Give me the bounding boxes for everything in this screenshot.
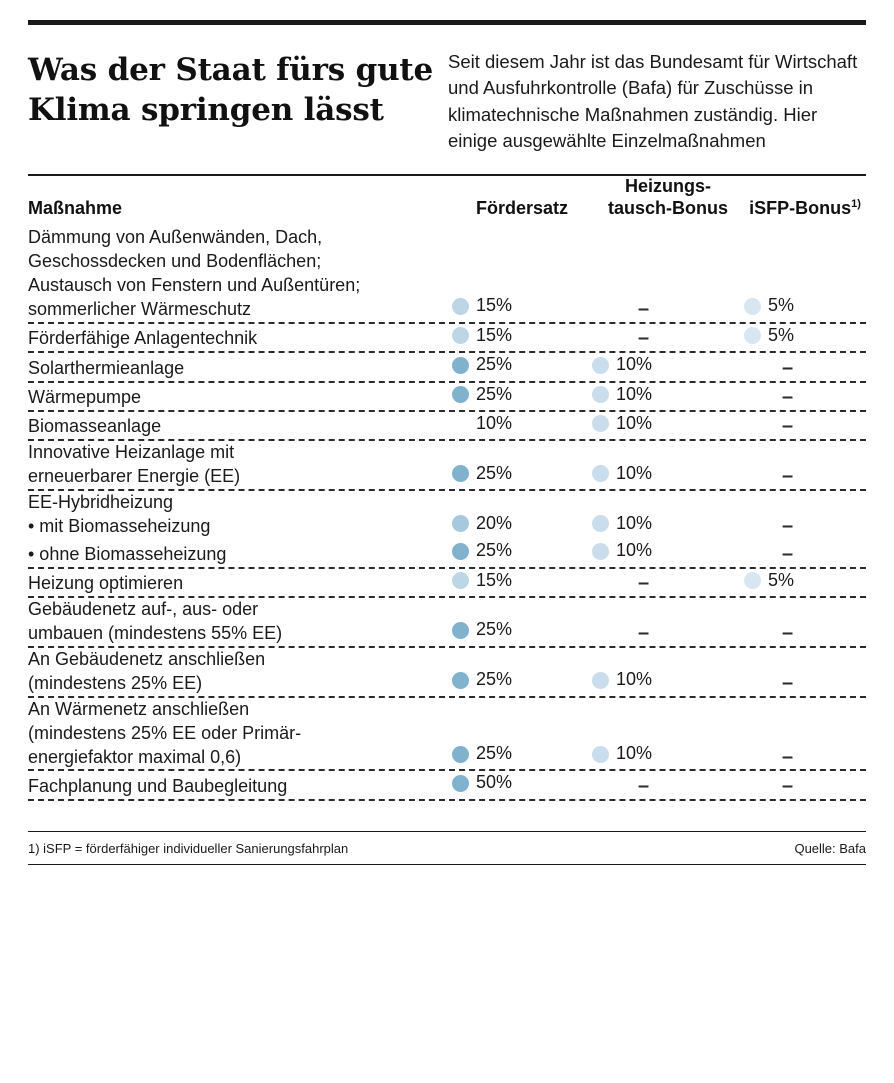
value-group (592, 412, 652, 436)
measure-line: energiefaktor maximal 0,6) (28, 746, 242, 767)
value-text: 25% (476, 540, 513, 561)
cell-rate (452, 491, 592, 539)
cell-isfp (744, 441, 866, 489)
measure-line: Gebäudenetz auf-, aus- oder (28, 598, 259, 619)
cell-measure (28, 698, 452, 770)
table-row (28, 353, 866, 380)
measure-line: Geschossdecken und Bodenflächen; (28, 250, 322, 271)
value-group (452, 771, 512, 795)
value-group (592, 383, 652, 407)
value-dot-icon (592, 465, 609, 482)
value-dot-icon (592, 357, 609, 374)
table-header (28, 176, 866, 226)
measure-line: Fachplanung und Baubegleitung (28, 775, 288, 796)
column-header-heating-bonus (592, 176, 744, 226)
table-row (28, 383, 866, 410)
value-group (592, 462, 652, 486)
cell-heat (592, 383, 744, 410)
value-dot-icon (452, 386, 469, 403)
cell-measure (28, 648, 452, 696)
value-group (592, 512, 652, 536)
value-text: 10% (616, 512, 653, 533)
table-row (28, 598, 866, 646)
column-header-isfp-bonus-label: iSFP-Bonus (749, 198, 852, 219)
cell-isfp (744, 771, 866, 798)
cell-isfp (744, 491, 866, 539)
value-dot-icon (452, 327, 469, 344)
standfirst-text: Seit diesem Jahr ist das Bundesamt für Wirtschaft und Ausfuhrkontrolle (Bafa) für Zuschüsse in klimatechnische Maßnahmen zuständig. Hier einige ausgewählte Einzelmaßnahmen (448, 51, 858, 151)
value-dot-icon (452, 622, 469, 639)
value-text: 50% (476, 772, 513, 793)
column-header-measure: Maßnahme (28, 198, 123, 219)
cell-rate (452, 353, 592, 380)
value-text: 20% (476, 512, 513, 533)
value-text: 10% (616, 412, 653, 433)
measure-line: Förderfähige Anlagentechnik (28, 328, 258, 349)
measure-line: Solarthermieanlage (28, 357, 185, 378)
table-header-row (28, 176, 866, 226)
footer-bottom-rule (28, 864, 866, 865)
funding-table (28, 176, 866, 801)
measure-line: Austausch von Fenstern und Außentüren; (28, 274, 361, 295)
cell-rate (452, 412, 592, 439)
source-text: Quelle: Bafa (794, 840, 866, 856)
value-dot-icon (744, 298, 761, 315)
page-title: Was der Staat fürs gute Klima springen lässt (28, 52, 434, 128)
value-group (744, 324, 794, 348)
value-dot-icon (452, 775, 469, 792)
value-group (452, 539, 512, 563)
cell-rate (452, 226, 592, 322)
no-value-dash: – (782, 386, 794, 408)
table-row (28, 771, 866, 798)
cell-rate (452, 383, 592, 410)
value-dot-placeholder (452, 415, 469, 432)
measure-line: (mindestens 25% EE) (28, 672, 203, 693)
value-text: 10% (616, 540, 653, 561)
cell-isfp (744, 598, 866, 646)
value-dot-icon (452, 465, 469, 482)
table-row (28, 324, 866, 351)
value-dot-icon (592, 415, 609, 432)
value-text: 10% (616, 462, 653, 483)
no-value-dash: – (638, 327, 650, 350)
value-group (592, 353, 652, 377)
no-value-dash: – (782, 671, 794, 694)
cell-isfp (744, 569, 866, 596)
value-group (592, 539, 652, 563)
cell-rate (452, 441, 592, 489)
cell-measure (28, 383, 452, 410)
value-text: 10% (476, 412, 513, 433)
measure-line: Wärmepumpe (28, 387, 142, 407)
value-dot-icon (452, 746, 469, 763)
cell-rate (452, 598, 592, 646)
cell-heat (592, 598, 744, 646)
value-text: 15% (476, 295, 513, 316)
cell-heat (592, 491, 744, 539)
table-row (28, 226, 866, 322)
value-text: 25% (476, 462, 513, 483)
column-header-isfp-bonus (744, 176, 866, 226)
cell-isfp (744, 383, 866, 410)
cell-rate (452, 324, 592, 351)
table-row (28, 648, 866, 696)
no-value-dash: – (782, 542, 794, 565)
value-text: 15% (476, 569, 513, 590)
cell-measure (28, 598, 452, 646)
column-header-heating-bonus-line1: Heizungs- (624, 176, 711, 197)
table-row (28, 491, 866, 539)
cell-heat (592, 648, 744, 696)
cell-measure (28, 539, 452, 566)
no-value-dash: – (638, 621, 650, 644)
value-group (452, 742, 512, 766)
cell-measure (28, 226, 452, 322)
column-header-heating-bonus-line2: tausch-Bonus (607, 198, 728, 219)
measure-line: EE-Hybridheizung (28, 492, 174, 513)
value-text: 5% (768, 569, 795, 590)
value-text: 25% (476, 669, 513, 690)
cell-measure (28, 441, 452, 489)
table-row (28, 569, 866, 596)
value-text: 5% (768, 295, 795, 316)
value-group (452, 668, 512, 692)
cell-isfp (744, 698, 866, 770)
cell-measure (28, 569, 452, 596)
value-group (452, 353, 512, 377)
cell-heat (592, 226, 744, 322)
value-group (592, 668, 652, 692)
value-group (592, 742, 652, 766)
no-value-dash: – (782, 415, 794, 438)
cell-isfp (744, 353, 866, 380)
value-group (452, 569, 512, 593)
cell-measure (28, 324, 452, 351)
value-text: 25% (476, 743, 513, 764)
infographic-page (0, 20, 894, 1083)
measure-line: • ohne Biomasseheizung (28, 543, 227, 564)
measure-line: An Wärmenetz anschließen (28, 698, 250, 719)
cell-heat (592, 353, 744, 380)
measure-line: erneuerbarer Energie (EE) (28, 466, 241, 487)
cell-heat (592, 412, 744, 439)
value-group (452, 512, 512, 536)
footer (28, 832, 866, 864)
value-text: 10% (616, 743, 653, 764)
cell-measure (28, 771, 452, 798)
value-group (452, 383, 512, 407)
value-group (452, 462, 512, 486)
cell-rate (452, 539, 592, 566)
value-text: 10% (616, 354, 653, 375)
cell-isfp (744, 226, 866, 322)
value-group (452, 618, 512, 642)
value-text: 15% (476, 324, 513, 345)
cell-measure (28, 412, 452, 439)
cell-measure (28, 353, 452, 380)
cell-isfp (744, 539, 866, 566)
table-bottom-spacer (28, 801, 866, 831)
cell-heat (592, 324, 744, 351)
value-text: 25% (476, 619, 513, 640)
cell-heat (592, 539, 744, 566)
cell-heat (592, 569, 744, 596)
value-text: 10% (616, 383, 653, 404)
cell-heat (592, 441, 744, 489)
measure-line: • mit Biomasseheizung (28, 516, 211, 537)
value-dot-icon (452, 515, 469, 532)
measure-line: Biomasseanlage (28, 416, 162, 437)
value-group (744, 294, 794, 318)
cell-rate (452, 648, 592, 696)
value-dot-icon (452, 298, 469, 315)
value-dot-icon (452, 572, 469, 589)
no-value-dash: – (638, 571, 650, 594)
cell-rate (452, 698, 592, 770)
cell-heat (592, 771, 744, 798)
measure-line: sommerlicher Wärmeschutz (28, 298, 252, 319)
column-header-rate: Fördersatz (475, 198, 569, 219)
cell-rate (452, 569, 592, 596)
cell-rate (452, 771, 592, 798)
cell-isfp (744, 648, 866, 696)
cell-measure (28, 491, 452, 539)
table-row (28, 441, 866, 489)
value-dot-icon (592, 515, 609, 532)
cell-isfp (744, 412, 866, 439)
value-group (452, 294, 512, 318)
cell-heat (592, 698, 744, 770)
value-dot-icon (592, 386, 609, 403)
no-value-dash: – (782, 774, 794, 797)
value-dot-icon (452, 543, 469, 560)
table-row (28, 698, 866, 770)
cell-isfp (744, 324, 866, 351)
header-block (28, 25, 866, 174)
value-dot-icon (592, 746, 609, 763)
value-group (452, 412, 512, 436)
no-value-dash: – (782, 465, 794, 488)
table-row (28, 539, 866, 566)
measure-line: umbauen (mindestens 55% EE) (28, 622, 283, 643)
footnote-text: 1) iSFP = förderfähiger individueller Sanierungsfahrplan (28, 840, 349, 856)
table-body (28, 226, 866, 801)
measure-line: An Gebäudenetz anschließen (28, 648, 266, 669)
value-text: 25% (476, 354, 513, 375)
measure-line: Heizung optimieren (28, 572, 184, 593)
table-row (28, 412, 866, 439)
value-dot-icon (452, 672, 469, 689)
measure-line: (mindestens 25% EE oder Primär- (28, 722, 302, 743)
no-value-dash: – (638, 774, 650, 797)
value-text: 10% (616, 669, 653, 690)
no-value-dash: – (782, 745, 794, 768)
measure-line: Dämmung von Außenwänden, Dach, (28, 226, 323, 247)
value-dot-icon (592, 672, 609, 689)
value-text: 25% (476, 383, 513, 404)
value-group (744, 569, 794, 593)
value-dot-icon (452, 357, 469, 374)
measure-line: Innovative Heizanlage mit (28, 442, 235, 463)
value-dot-icon (592, 543, 609, 560)
no-value-dash: – (638, 297, 650, 320)
value-dot-icon (744, 327, 761, 344)
no-value-dash: – (782, 356, 794, 379)
value-group (452, 324, 512, 348)
value-text: 5% (768, 324, 795, 345)
no-value-dash: – (782, 515, 794, 538)
footnote-marker: 1) (851, 198, 861, 211)
no-value-dash: – (782, 621, 794, 644)
value-dot-icon (744, 572, 761, 589)
